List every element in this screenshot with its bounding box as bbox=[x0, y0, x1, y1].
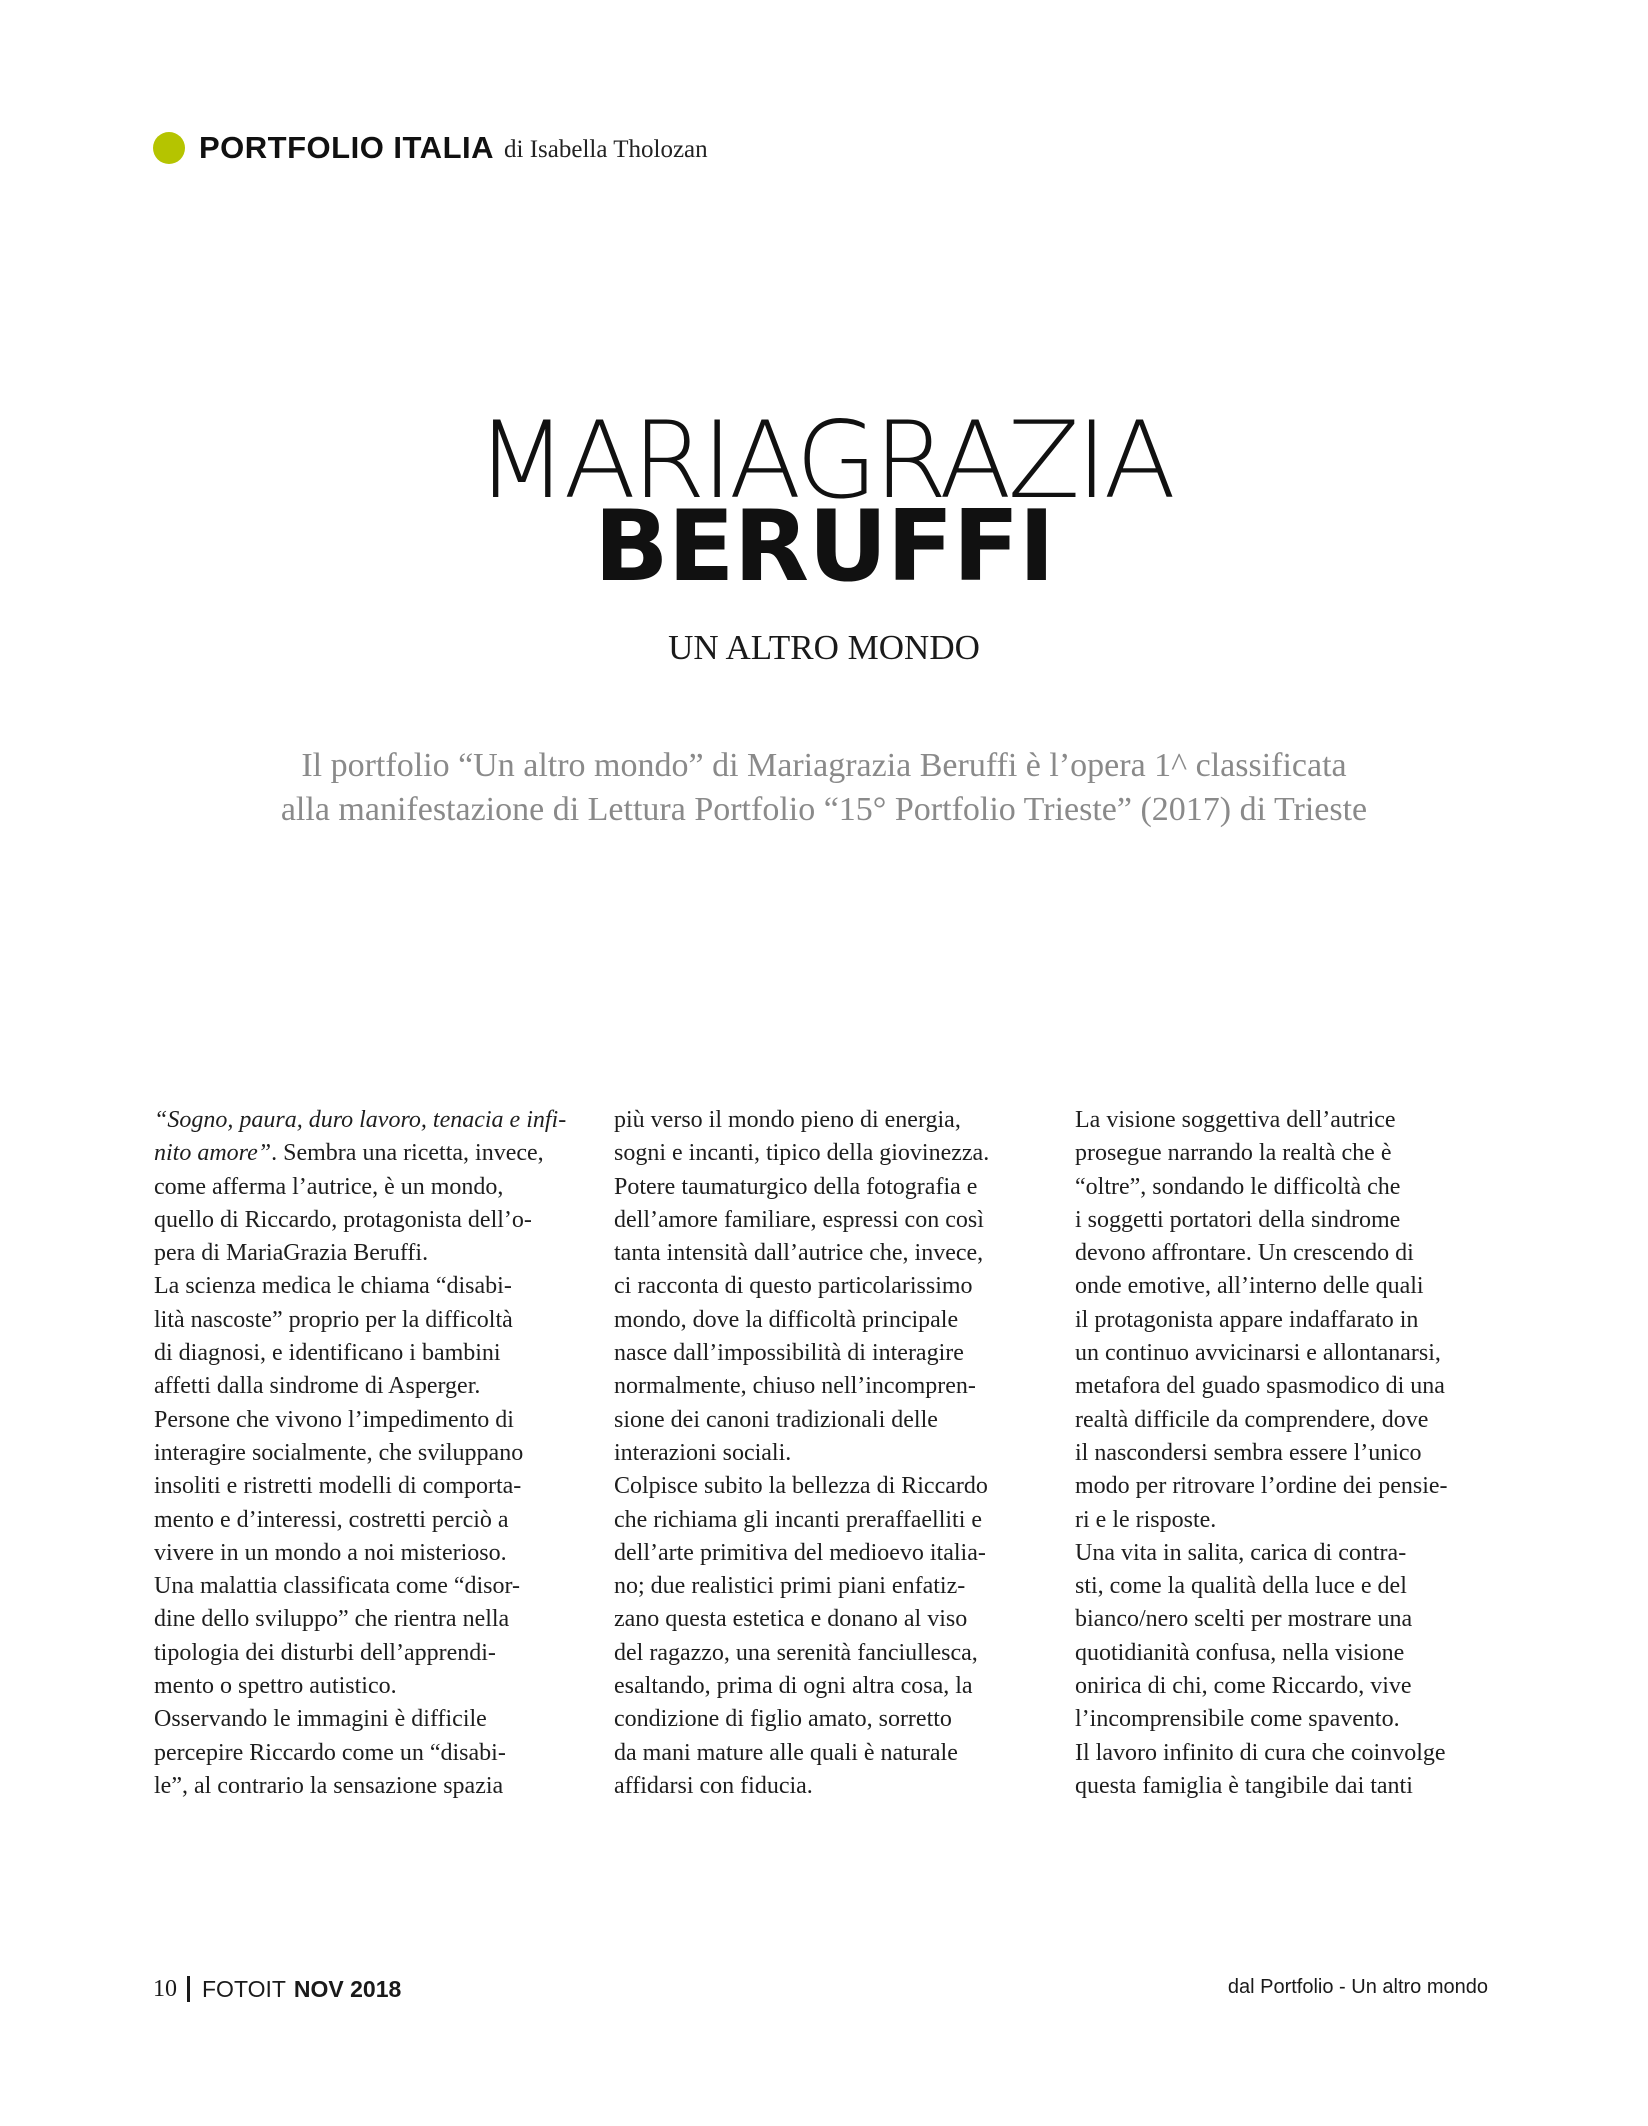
body-line: prosegue narrando la realtà che è bbox=[1075, 1140, 1392, 1167]
body-line: insoliti e ristretti modelli di comporta- bbox=[154, 1473, 522, 1500]
body-line: interagire socialmente, che sviluppano bbox=[154, 1439, 524, 1466]
body-line: l’incomprensibile come spavento. bbox=[1075, 1706, 1400, 1733]
body-line: Osservando le immagini è difficile bbox=[154, 1706, 487, 1733]
body-line: ri e le risposte. bbox=[1075, 1506, 1217, 1533]
body-line: no; due realistici primi piani enfatiz- bbox=[614, 1573, 966, 1600]
body-line: tipologia dei disturbi dell’apprendi- bbox=[154, 1639, 496, 1666]
body-line: lità nascoste” proprio per la difficoltà bbox=[154, 1306, 513, 1333]
body-line: La scienza medica le chiama “disabi- bbox=[154, 1273, 512, 1300]
body-line: mondo, dove la difficoltà principale bbox=[614, 1306, 959, 1333]
article-intro bbox=[0, 744, 1648, 832]
body-line bbox=[154, 1104, 567, 1137]
body-line: sti, come la qualità della luce e del bbox=[1075, 1573, 1407, 1600]
body-line: “oltre”, sondando le difficoltà che bbox=[1075, 1173, 1401, 1200]
body-line: quello di Riccardo, protagonista dell’o- bbox=[154, 1206, 532, 1233]
body-line: esaltando, prima di ogni altra cosa, la bbox=[614, 1673, 973, 1700]
body-line: che richiama gli incanti preraffaelliti e bbox=[614, 1506, 983, 1533]
body-line: Potere taumaturgico della fotografia e bbox=[614, 1173, 978, 1200]
body-line: ci racconta di questo particolarissimo bbox=[614, 1273, 973, 1300]
body-line: affetti dalla sindrome di Asperger. bbox=[154, 1373, 481, 1400]
body-line: quotidianità confusa, nella visione bbox=[1075, 1639, 1405, 1666]
body-line: le”, al contrario la sensazione spazia bbox=[154, 1772, 504, 1799]
running-title: dal Portfolio - Un altro mondo bbox=[1227, 1976, 1488, 1998]
body-line: sione dei canoni tradizionali delle bbox=[614, 1406, 938, 1433]
body-line: bianco/nero scelti per mostrare una bbox=[1075, 1606, 1413, 1633]
body-line bbox=[154, 1137, 564, 1170]
body-line: percepire Riccardo come un “disabi- bbox=[154, 1739, 506, 1766]
magazine-name: FOTOIT bbox=[202, 1975, 286, 2002]
column-lines bbox=[1075, 1104, 1485, 1803]
section-header bbox=[153, 126, 708, 170]
body-line: La visione soggettiva dell’autrice bbox=[1075, 1107, 1396, 1133]
body-line: più verso il mondo pieno di energia, bbox=[614, 1107, 961, 1133]
body-line: da mani mature alle quali è naturale bbox=[614, 1739, 958, 1766]
body-line: il nascondersi sembra essere l’unico bbox=[1075, 1439, 1422, 1466]
body-line: un continuo avvicinarsi e allontanarsi, bbox=[1075, 1340, 1441, 1367]
body-line: i soggetti portatori della sindrome bbox=[1075, 1206, 1401, 1233]
body-line: condizione di figlio amato, sorretto bbox=[614, 1706, 952, 1733]
body-line: di diagnosi, e identificano i bambini bbox=[154, 1340, 501, 1367]
page-number: 10 bbox=[153, 1975, 177, 2002]
body-line: realtà difficile da comprendere, dove bbox=[1075, 1406, 1429, 1433]
intro-line: Il portfolio “Un altro mondo” di Mariagrazia Beruffi è l’opera 1^ classificata bbox=[301, 747, 1347, 784]
body-line: modo per ritrovare l’ordine dei pensie- bbox=[1075, 1473, 1448, 1500]
column-lines bbox=[154, 1171, 564, 1804]
intro-line: alla manifestazione di Lettura Portfolio “15° Portfolio Trieste” (2017) di Trieste bbox=[280, 791, 1368, 828]
body-line: normalmente, chiuso nell’incompren- bbox=[614, 1373, 976, 1400]
body-line: interazioni sociali. bbox=[614, 1439, 792, 1466]
body-column-2 bbox=[614, 1104, 1024, 1803]
body-line: Colpisce subito la bellezza di Riccardo bbox=[614, 1473, 988, 1500]
author-byline: di Isabella Tholozan bbox=[504, 136, 708, 163]
body-line: dine dello sviluppo” che rientra nella bbox=[154, 1606, 510, 1633]
body-line: devono affrontare. Un crescendo di bbox=[1075, 1240, 1414, 1267]
body-column-1 bbox=[154, 1104, 567, 1803]
circle-bullet-icon bbox=[153, 132, 185, 164]
lead-quote: nito amore” bbox=[154, 1140, 272, 1167]
body-line: vivere in un mondo a noi misterioso. bbox=[154, 1539, 507, 1566]
body-line: sogni e incanti, tipico della giovinezza. bbox=[614, 1140, 990, 1167]
footer-folio bbox=[153, 1974, 401, 2004]
issue-date: NOV 2018 bbox=[293, 1975, 402, 2002]
body-line: tanta intensità dall’autrice che, invece, bbox=[614, 1240, 984, 1267]
article-title-last-name: BERUFFI bbox=[593, 490, 1055, 604]
body-line: dell’arte primitiva del medioevo italia- bbox=[614, 1539, 986, 1566]
body-line: come afferma l’autrice, è un mondo, bbox=[154, 1173, 504, 1200]
body-line: mento e d’interessi, costretti perciò a bbox=[154, 1506, 509, 1533]
lead-text: . Sembra una ricetta, invece, bbox=[271, 1140, 544, 1167]
section-title: PORTFOLIO ITALIA bbox=[199, 130, 495, 165]
body-line: del ragazzo, una serenità fanciullesca, bbox=[614, 1639, 978, 1666]
body-line: zano questa estetica e donano al viso bbox=[614, 1606, 968, 1633]
body-line: Una vita in salita, carica di contra- bbox=[1075, 1539, 1407, 1566]
body-line: pera di MariaGrazia Beruffi. bbox=[154, 1240, 429, 1267]
lead-quote: “Sogno, paura, duro lavoro, tenacia e infi- bbox=[154, 1107, 567, 1133]
body-line: onde emotive, all’interno delle quali bbox=[1075, 1273, 1424, 1300]
body-line: il protagonista appare indaffarato in bbox=[1075, 1306, 1419, 1333]
body-line: questa famiglia è tangibile dai tanti bbox=[1075, 1772, 1413, 1799]
body-line: Una malattia classificata come “disor- bbox=[154, 1573, 521, 1600]
column-lines bbox=[614, 1104, 1024, 1803]
body-line: nasce dall’impossibilità di interagire bbox=[614, 1340, 964, 1367]
article-title-first-name: MARIAGRAZIA bbox=[476, 399, 1172, 522]
body-line: onirica di chi, come Riccardo, vive bbox=[1075, 1673, 1412, 1700]
body-line: mento o spettro autistico. bbox=[154, 1673, 397, 1700]
footer-divider bbox=[187, 1976, 190, 2002]
body-line: affidarsi con fiducia. bbox=[614, 1772, 813, 1799]
body-line: Persone che vivono l’impedimento di bbox=[154, 1406, 514, 1433]
body-line: metafora del guado spasmodico di una bbox=[1075, 1373, 1445, 1400]
article-subtitle: UN ALTRO MONDO bbox=[668, 628, 980, 667]
body-column-3 bbox=[1075, 1104, 1485, 1803]
body-line: dell’amore familiare, espressi con così bbox=[614, 1206, 984, 1233]
body-line: Il lavoro infinito di cura che coinvolge bbox=[1075, 1739, 1446, 1766]
